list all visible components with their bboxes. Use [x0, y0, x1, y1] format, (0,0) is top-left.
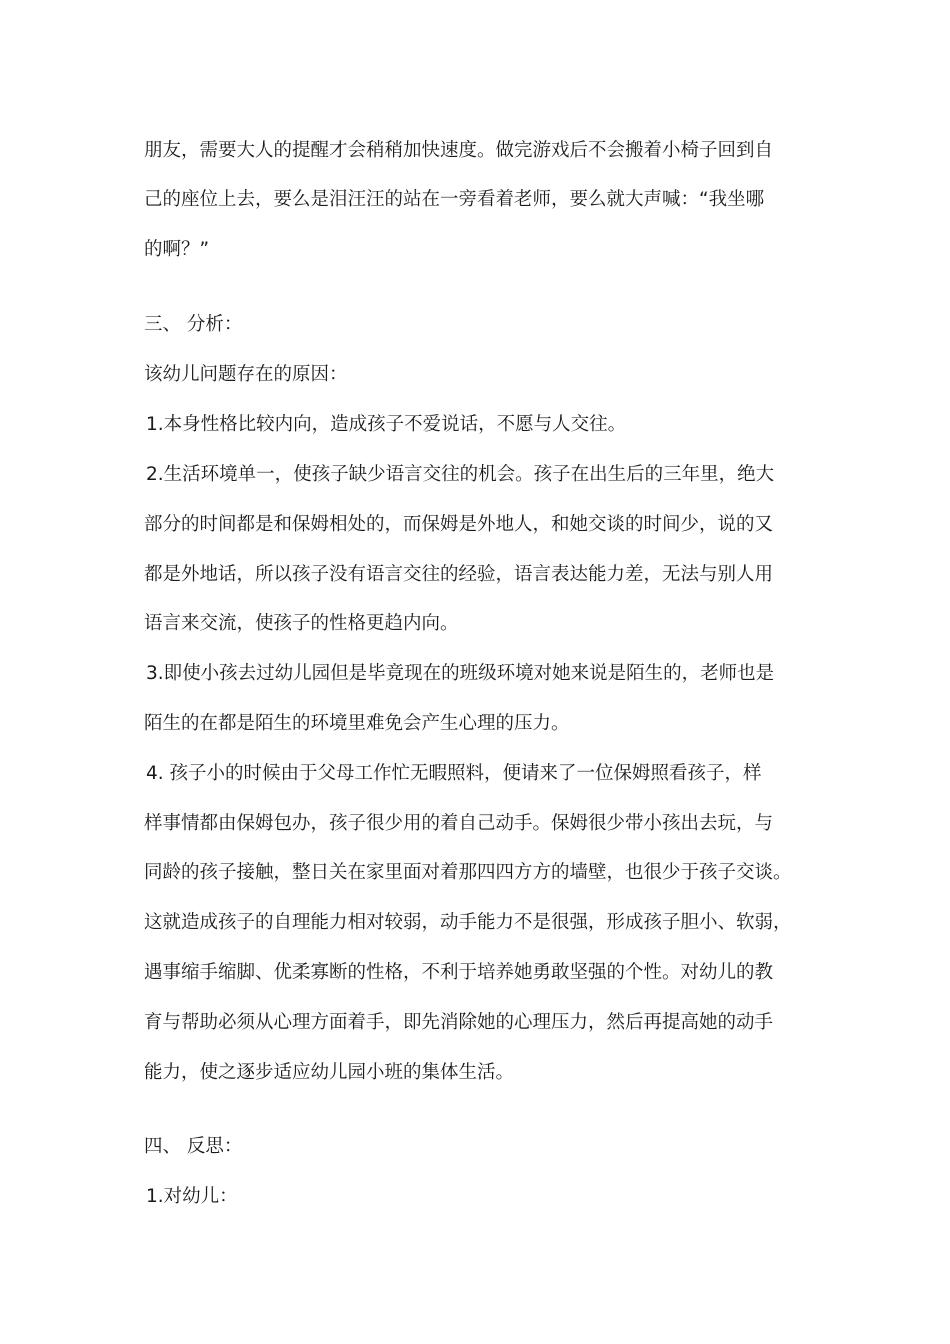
section-heading-analysis: 三、 分析：	[144, 314, 243, 335]
list-item-2: 2.生活环境单一，使孩子缺少语言交往的机会。孩子在出生后的三年里，绝大	[146, 464, 775, 485]
paragraph-line: 己的座位上去，要么是泪汪汪的站在一旁看着老师，要么就大声喊：“我坐哪	[144, 189, 765, 210]
paragraph-line: 能力，使之逐步适应幼儿园小班的集体生活。	[144, 1062, 515, 1083]
list-item-4: 4. 孩子小的时候由于父母工作忙无暇照料，便请来了一位保姆照看孩子，样	[146, 763, 762, 784]
paragraph-line: 的啊？”	[144, 239, 210, 260]
section-heading-reflection: 四、 反思：	[144, 1136, 243, 1157]
paragraph-line: 朋友，需要大人的提醒才会稍稍加快速度。做完游戏后不会搬着小椅子回到自	[144, 140, 774, 161]
list-item-1: 1.本身性格比较内向，造成孩子不爱说话，不愿与人交往。	[146, 414, 627, 435]
list-item-3: 3.即使小孩去过幼儿园但是毕竟现在的班级环境对她来说是陌生的，老师也是	[146, 663, 775, 684]
paragraph-line: 语言来交流，使孩子的性格更趋内向。	[144, 613, 459, 634]
paragraph-line: 这就造成孩子的自理能力相对较弱，动手能力不是很强，形成孩子胆小、软弱，	[144, 912, 792, 933]
list-item-1-children: 1.对幼儿：	[146, 1186, 238, 1207]
paragraph-line: 部分的时间都是和保姆相处的，而保姆是外地人，和她交谈的时间少，说的又	[144, 514, 774, 535]
paragraph-line: 该幼儿问题存在的原因：	[144, 364, 348, 385]
paragraph-line: 样事情都由保姆包办，孩子很少用的着自己动手。保姆很少带小孩出去玩，与	[144, 813, 774, 834]
paragraph-line: 同龄的孩子接触，整日关在家里面对着那四四方方的墙壁，也很少于孩子交谈。	[144, 862, 792, 883]
paragraph-line: 都是外地话，所以孩子没有语言交往的经验，语言表达能力差，无法与别人用	[144, 564, 774, 585]
paragraph-line: 育与帮助必须从心理方面着手，即先消除她的心理压力，然后再提高她的动手	[144, 1012, 774, 1033]
paragraph-line: 陌生的在都是陌生的环境里难免会产生心理的压力。	[144, 713, 570, 734]
paragraph-line: 遇事缩手缩脚、优柔寡断的性格，不利于培养她勇敢坚强的个性。对幼儿的教	[144, 962, 774, 983]
